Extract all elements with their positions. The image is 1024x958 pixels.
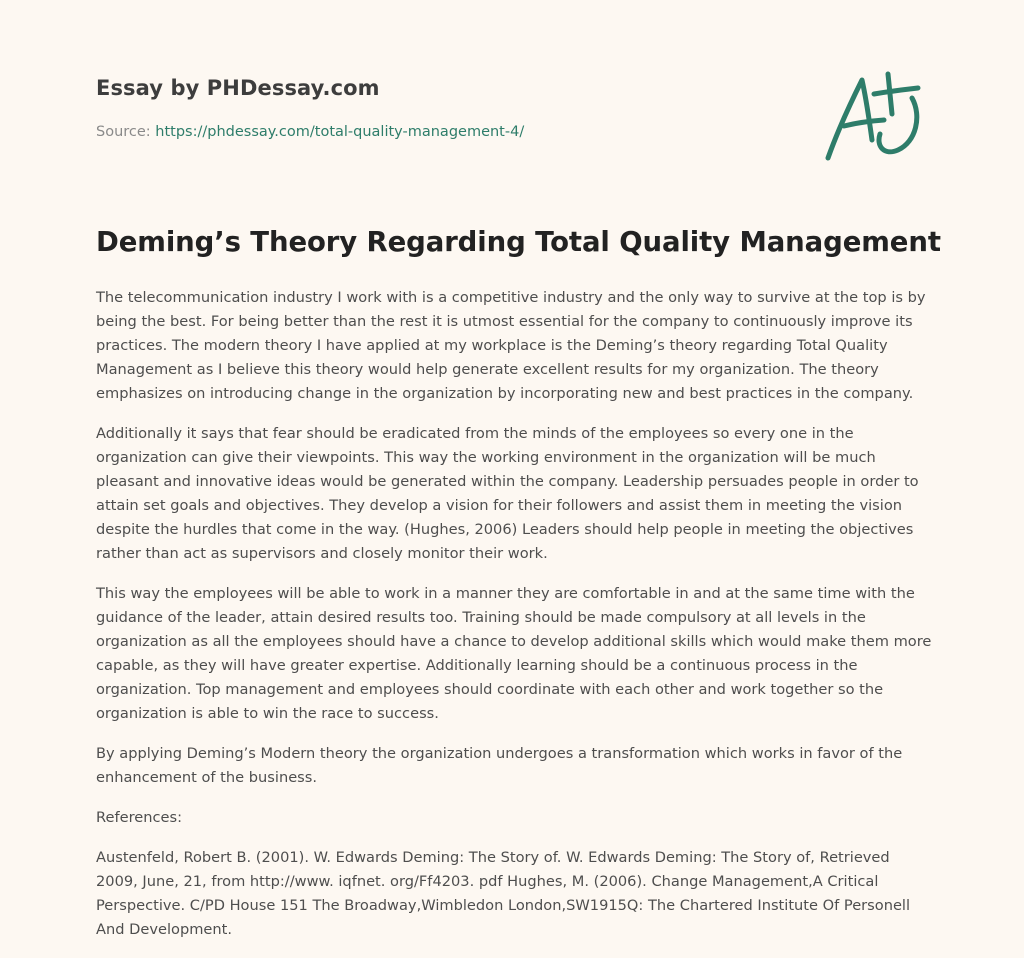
paragraph: By applying Deming’s Modern theory the organization undergoes a transformation which works in favor of the enhancement of the business. — [96, 745, 903, 786]
paragraph: The telecommunication industry I work with is a competitive industry and the only way to survive at the top is by being the best. For being better than the rest it is utmost essential for the company to continuously improve its practices. The modern theory I have applied at my workplace is the Deming’s theory regarding Total Quality Management as I believe this theory would help generate excellent results for my organization. The theory emphasizes on introducing change in the organization by incorporating new and best practices in the company. — [96, 289, 926, 402]
page-header — [96, 0, 936, 190]
paragraph: This way the employees will be able to work in a manner they are comfortable in and at the same time with the guidance of the leader, attain desired results too. Training should be made compulsory at all levels in the organization as all the employees should have a chance to develop additional skills which would make them more capable, as they will have greater expertise. Additionally learning should be a continuous process in the organization. Top management and employees should coordinate with each other and work together so the organization is able to win the race to success. — [96, 585, 932, 722]
source-link[interactable]: https://phdessay.com/total-quality-management-4/ — [155, 124, 525, 140]
source-label: Source: — [96, 124, 151, 140]
site-brand: Essay by PHDessay.com — [96, 76, 380, 100]
essay-page — [96, 0, 941, 938]
paragraph: Additionally it says that fear should be eradicated from the minds of the employees so every one in the organization can give their viewpoints. This way the working environment in the organization will be much pleasant and innovative ideas would be generated within the company. Leadership persuades people in order to attain set goals and objectives. They develop a vision for their followers and assist them in meeting the vision despite the hurdles that come in the way. (Hughes, 2006) Leaders should help people in meeting the objectives rather than act as supervisors and closely monitor their work. — [96, 425, 919, 562]
a-plus-grade-icon — [822, 68, 926, 164]
article-body — [96, 286, 932, 958]
references-text: Austenfeld, Robert B. (2001). W. Edwards Deming: The Story of. W. Edwards Deming: The Story of, Retrieved 2009, June, 21, from http://www. iqfnet. org/Ff4203. pdf Hughes, M. (2006). Change Management,A Critical Perspective. C/PD House 151 The Broadway,Wimbledon London,SW1915Q: The Chartered Institute Of Personell And Development. — [96, 849, 911, 938]
article-title: Deming’s Theory Regarding Total Quality Management — [96, 226, 941, 258]
references-heading: References: — [96, 809, 183, 826]
source-line — [96, 124, 524, 140]
